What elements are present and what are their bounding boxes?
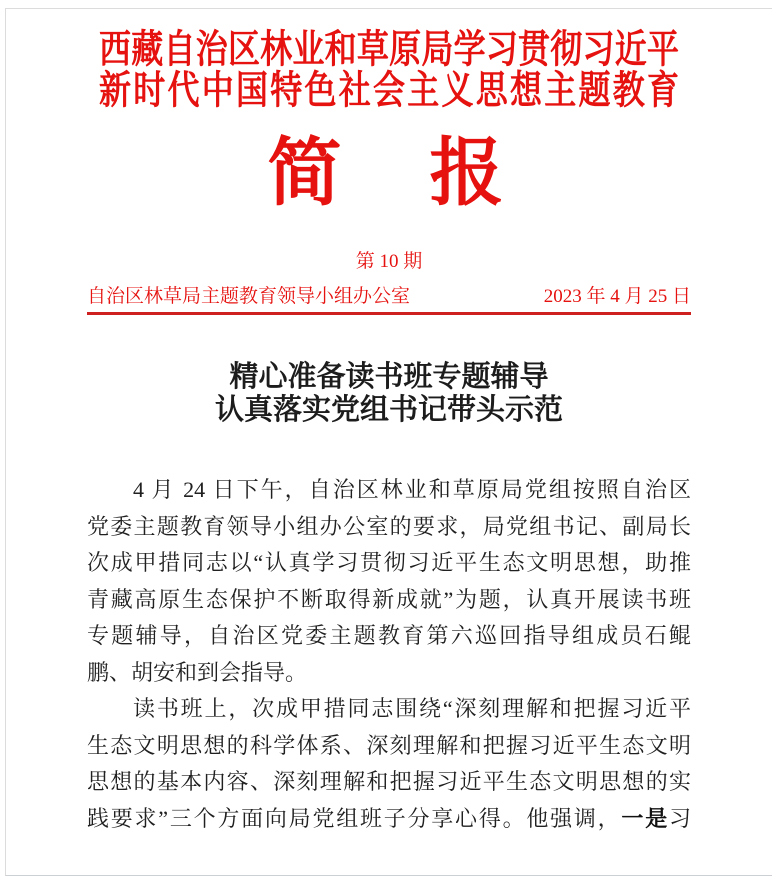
body-line: 次成甲措同志以“认真学习贯彻习近平生态文明思想，助推: [87, 550, 691, 575]
emphasis-lead-in: 一是: [621, 805, 669, 831]
body-line-segment: 习: [668, 805, 691, 831]
body-line: 读书班上，次成甲措同志围绕“深刻理解和把握习近平: [133, 696, 691, 721]
masthead-line-1: 西藏自治区林业和草原局学习贯彻习近平: [99, 26, 679, 71]
body-line: [87, 801, 691, 838]
body-line: 鹏、胡安和到会指导。: [87, 659, 308, 685]
article-body: [87, 472, 691, 837]
body-line: 思想的基本内容、深刻理解和把握习近平生态文明思想的实: [87, 769, 691, 794]
body-line: 专题辅导，自治区党委主题教育第六巡回指导组成员石鲲: [87, 623, 691, 648]
document-page: [5, 8, 772, 876]
bulletin-banner-title: 简 报: [267, 133, 511, 215]
masthead-meta: [87, 287, 691, 315]
issuing-office: 自治区林草局主题教育领导小组办公室: [87, 286, 411, 307]
meta-row: [87, 287, 691, 315]
body-text: [87, 472, 691, 837]
masthead: [99, 26, 679, 112]
article-title: [6, 361, 772, 427]
body-line: 4 月 24 日下午，自治区林业和草原局党组按照自治区: [133, 477, 691, 502]
paragraph: [87, 472, 691, 691]
body-line: 党委主题教育领导小组办公室的要求，局党组书记、副局长: [87, 513, 691, 539]
issue-number: 第 10 期: [355, 251, 423, 272]
article-title-line-1: 精心准备读书班专题辅导: [229, 361, 549, 393]
paragraph: [87, 691, 691, 837]
body-line: 生态文明思想的科学体系、深刻理解和把握习近平生态文明: [87, 732, 691, 758]
masthead-line-2: 新时代中国特色社会主义思想主题教育: [99, 67, 679, 112]
body-line: 青藏高原生态保护不断取得新成就”为题，认真开展读书班: [87, 586, 691, 612]
issue-date: 2023 年 4 月 25 日: [543, 286, 691, 307]
article-title-line-2: 认真落实党组书记带头示范: [214, 394, 563, 426]
body-line-segment: 践要求”三个方面向局党组班子分享心得。他强调，: [87, 805, 622, 831]
